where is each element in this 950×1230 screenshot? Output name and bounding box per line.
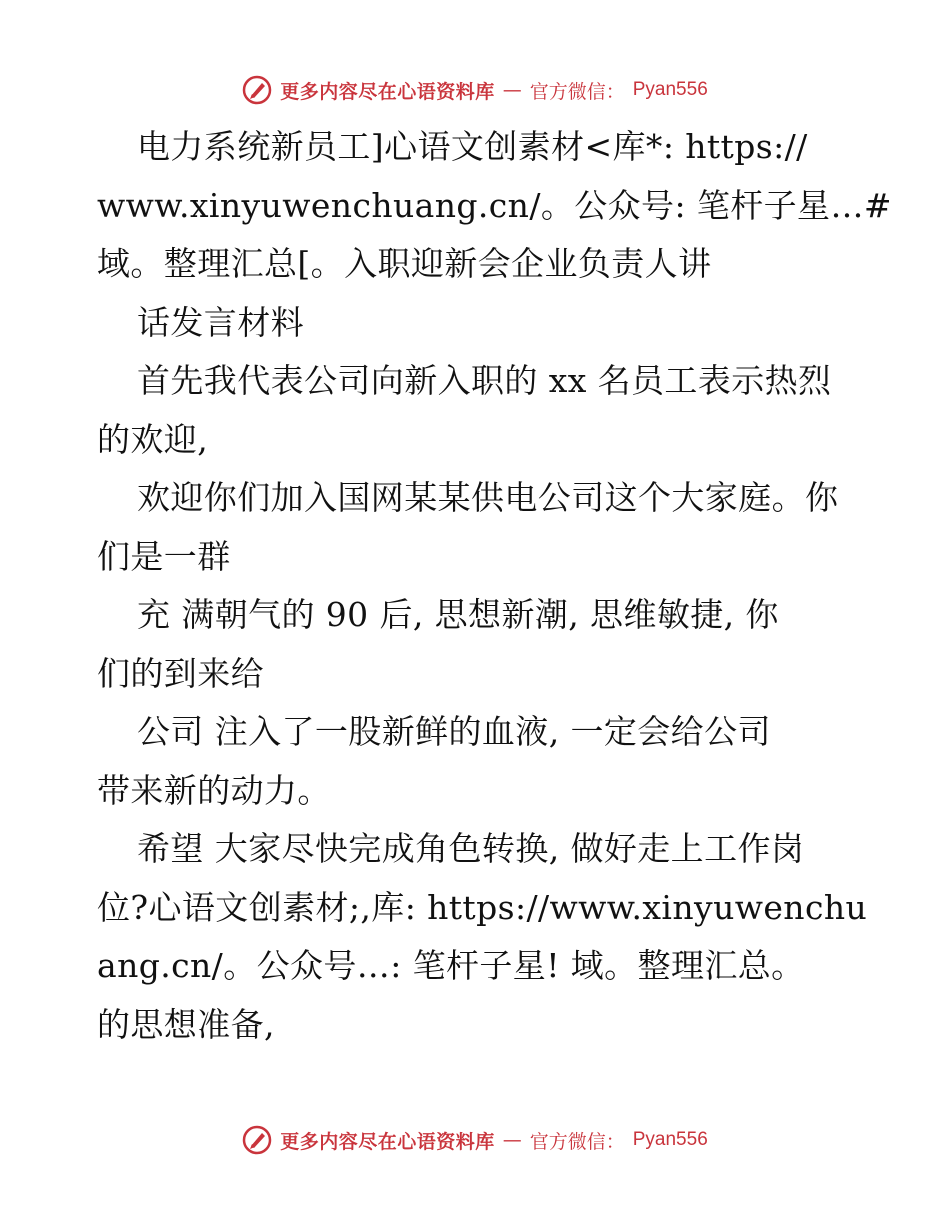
document-body xyxy=(97,118,892,1054)
page-footer-banner xyxy=(0,1120,950,1160)
banner-wechat-label: 官方微信： xyxy=(529,1130,625,1153)
text-line-13: 希望 大家尽快完成角色转换, 做好走上工作岗 xyxy=(137,829,805,868)
brand-logo-icon xyxy=(242,1125,272,1155)
text-line-7: 欢迎你们加入国网某某供电公司这个大家庭。你 xyxy=(137,478,839,517)
banner-main-text: 更多内容尽在心语资料库 xyxy=(280,1130,495,1153)
text-line-5: 首先我代表公司向新入职的 xx 名员工表示热烈 xyxy=(137,361,832,400)
banner-wechat-label: 官方微信： xyxy=(529,80,625,103)
text-line-14: 位?心语文创素材;,库: https://www.xinyuwenchu xyxy=(97,887,868,927)
banner-separator: — xyxy=(502,79,522,101)
text-line-16: 的思想准备, xyxy=(97,1004,275,1044)
text-line-15: ang.cn/。公众号…: 笔杆子星! 域。整理汇总。 xyxy=(97,946,805,985)
header-banner xyxy=(242,75,708,105)
banner-separator: — xyxy=(502,1129,522,1151)
text-line-3: 域。整理汇总[。入职迎新会企业负责人讲 xyxy=(97,244,712,283)
banner-wechat-id: Pyan556 xyxy=(632,1129,708,1150)
text-line-8: 们是一群 xyxy=(97,536,231,576)
text-line-6: 的欢迎, xyxy=(97,419,209,459)
text-line-12: 带来新的动力。 xyxy=(97,770,331,810)
page-header-banner xyxy=(0,70,950,110)
text-line-1: 电力系统新员工]心语文创素材<库*: https:// xyxy=(137,127,808,166)
banner-wechat-id: Pyan556 xyxy=(632,79,708,100)
text-line-11: 公司 注入了一股新鲜的血液, 一定会给公司 xyxy=(137,712,771,751)
footer-banner xyxy=(242,1125,708,1155)
banner-main-text: 更多内容尽在心语资料库 xyxy=(280,80,495,103)
text-line-10: 们的到来给 xyxy=(97,653,264,693)
brand-logo-icon xyxy=(242,75,272,105)
text-line-4: 话发言材料 xyxy=(137,302,304,342)
text-line-9: 充 满朝气的 90 后, 思想新潮, 思维敏捷, 你 xyxy=(137,595,779,634)
text-line-2: www.xinyuwenchuang.cn/。公众号: 笔杆子星…# xyxy=(97,185,892,225)
